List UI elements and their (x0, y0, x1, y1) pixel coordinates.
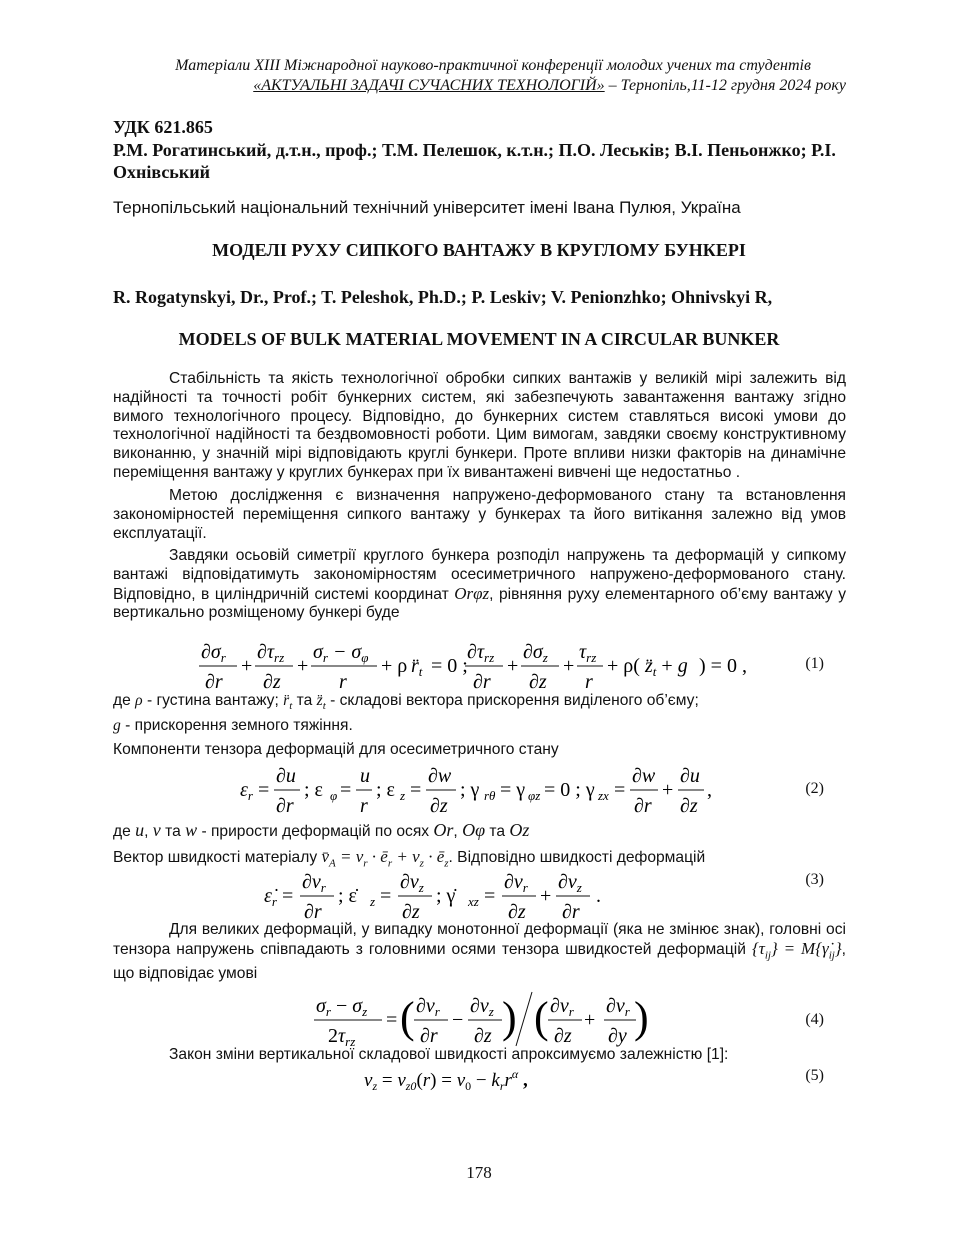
equation-5 (362, 1064, 562, 1094)
svg-text:∂νr: $\partial\nu_r$ (606, 995, 630, 1019)
svg-text:zx: zx (598, 788, 609, 803)
svg-text:∂r: ∂r (304, 901, 322, 923)
svg-text:+: + (584, 1009, 596, 1031)
page-number: 178 (466, 1163, 492, 1182)
svg-text:∂z: ∂z (680, 795, 698, 817)
paragraph-symmetry (113, 547, 846, 623)
conference-date: – Тернопіль,11-12 грудня 2024 року (604, 77, 846, 94)
svg-text:∂σz: $\partial\sigma_z$ (523, 641, 548, 665)
svg-text:+: + (297, 655, 309, 677)
authors-ua: Р.М. Рогатинський, д.т.н., проф.; Т.М. Пелешок, к.т.н.; П.О. Леськів; В.І. Пеньонжко; Р.І. Охнівський (113, 140, 836, 182)
svg-text:=: = (614, 779, 626, 801)
velocity-vector: $v̄_A = \nu_r$ · $ē_r + \nu_z$ · $ē_z$ (321, 847, 449, 870)
z-accel: $z̈_t$ (316, 692, 326, 713)
text: Вектор швидкості матеріалу (113, 849, 322, 866)
g-symbol: g (113, 717, 121, 734)
svg-text:+: + (563, 655, 575, 677)
axis-ophi: Oφ (462, 820, 486, 840)
eq1-number: (1) (805, 655, 824, 672)
svg-text:+: + (507, 655, 519, 677)
svg-text:∂r: ∂r (473, 671, 491, 693)
tensor-relation: $\{\tau_{ij}\}$ = $M\{\gammȧ_{ij}\}$ (751, 938, 842, 962)
axis-oz: Oz (509, 820, 530, 840)
svg-text:; γ̇: ; γ̇ (436, 885, 456, 907)
paragraph-intro: Стабільність та якість технологічної обробки сипких вантажів у великій мірі залежить від надійності та точності робіт бункерних систем, які забезпечують завантаження вантажу згідно вимого технологічного процесу. Відповідно, до бункерних систем ставляться високі умови до технологічної надійності та бездвомовності роботи. Цим вимогам, завдяки своєму конструктивному виконанню, у значній мірі відповідають круглі бункери. Проте впливи низки факторів на динамічне переміщення вантажу у круглих бункерах при їх вивантажені вивчені ще недостатньо . (113, 370, 846, 481)
svg-text:rθ: rθ (484, 788, 496, 803)
svg-text:+ ρ(: + ρ( (607, 655, 640, 677)
svg-text:+: + (241, 655, 253, 677)
u-symbol: u (135, 820, 145, 840)
text: - прискорення земного тяжіння. (120, 717, 353, 734)
equation-4-tail (604, 988, 649, 1048)
svg-text:= 0 ; γ: = 0 ; γ (544, 779, 595, 801)
svg-text:φz: φz (528, 788, 541, 803)
svg-text:) = 0 ,: ) = 0 , (699, 655, 747, 677)
eq2-intro: Компоненти тензора деформацій для осесиметричного стану (113, 741, 559, 758)
svg-text:∂u: ∂u (680, 765, 700, 787)
svg-text:=: = (340, 779, 352, 801)
svg-text:∂νz: $\partial\nu_z$ (558, 871, 582, 895)
svg-text:2τrz: $2\tau_{rz}$ (328, 1025, 356, 1049)
svg-text:r̈t: $r̈_t$ (411, 655, 423, 679)
affiliation: Тернопільський національний технічний університет імені Івана Пулюя, Україна (113, 198, 741, 217)
svg-text:; γ: ; γ (460, 779, 480, 801)
svg-text:(: ( (400, 993, 415, 1042)
authors-en: R. Rogatynskyi, Dr., Prof.; T. Peleshok, Ph.D.; P. Leskiv; V. Penionzhko; Ohnivskyi R, (113, 287, 773, 307)
equation-2-tail (676, 760, 716, 816)
eq4-number: (4) (805, 1011, 824, 1028)
eq3-number: (3) (805, 871, 824, 888)
svg-text:−: − (452, 1009, 464, 1031)
equation-4 (312, 988, 632, 1048)
svg-text:z: z (370, 894, 376, 909)
eq5-number: (5) (805, 1067, 824, 1084)
svg-text:= γ: = γ (500, 779, 526, 801)
svg-text:εr =: $\varepsilon_r$ = (240, 779, 270, 803)
svg-text:∂u: ∂u (276, 765, 296, 787)
equation-1 (195, 636, 755, 692)
svg-text:φ: φ (330, 788, 338, 803)
text: та (485, 823, 510, 840)
paragraph-goal: Метою дослідження є визначення напружено-деформованого стану та встановлення закономірностей переміщення сипкого вантажу у бункерах та його витікання залежно від умов експлуатації. (113, 487, 846, 542)
text: - прирости деформацій по осях (197, 823, 434, 840)
svg-text:+ ρ: + ρ (381, 655, 408, 677)
svg-text:∂τrz: $\partial\tau_{rz}$ (467, 641, 495, 665)
axis-or: Or (433, 820, 454, 840)
svg-text:∂νz: $\partial\nu_z$ (470, 995, 494, 1019)
equation-2 (238, 760, 688, 816)
p3-text-a: Завдяки осьовій симетрії круглого бункера розподіл напружень та деформацій у сипкому вантажі відповідатимуть закономірностям осесиметричного напружено-деформованого стану. Відповідно, в циліндричній системі координат (113, 547, 846, 603)
conference-subheader (253, 76, 846, 96)
rho-symbol: ρ (135, 692, 143, 709)
svg-text:∂r: ∂r (276, 795, 294, 817)
svg-text:z̈t + g: $z̈_t + g$ (645, 655, 688, 679)
eq1-where-1 (113, 692, 699, 712)
svg-text:; ε: ; ε (304, 779, 323, 801)
svg-text:∂r: ∂r (420, 1025, 438, 1047)
svg-text:+: + (540, 885, 552, 907)
text: Для великих деформацій, у випадку монотонної деформації (яка не змінює знак), головні осі тензора напружень співпадають з головними осями тензора швидкостей деформацій (113, 921, 846, 958)
coord-system: Orφz (454, 583, 490, 603)
svg-text:(: ( (534, 993, 549, 1042)
svg-text:∂r: ∂r (205, 671, 223, 693)
r-accel: $r̈_t$ (283, 692, 293, 713)
svg-text:∂z: ∂z (474, 1025, 492, 1047)
svg-text:ε̇r =: $\varepsiloṅ_r$ = (264, 885, 294, 909)
eq1-where-2 (113, 717, 353, 735)
svg-text:=: = (386, 1009, 398, 1031)
eq5-intro: Закон зміни вертикальної складової швидкості апроксимуємо залежністю [1]: (169, 1046, 729, 1063)
svg-text:∂z: ∂z (554, 1025, 572, 1047)
text: де (113, 692, 136, 709)
svg-text:σr − σz: $\sigma_r - \sigma_z$ (316, 995, 368, 1019)
eq2-number: (2) (805, 780, 824, 797)
svg-text:∂r: ∂r (562, 901, 580, 923)
svg-text:vz = vz0(r) = v0 − krrα ,: $v_z = v_{z0}(r) = v_0 - k_rr^\alpha$ , (364, 1067, 528, 1093)
text: - складові вектора прискорення виділеного об’єму; (325, 692, 699, 709)
title-ua: МОДЕЛІ РУХУ СИПКОГО ВАНТАЖУ В КРУГЛОМУ БУНКЕРІ (212, 240, 746, 260)
p3-text-b: , рівняння руху елементарного об’єму вантажу у вертикально розміщеному бункері буде (113, 585, 846, 622)
text: де (113, 823, 136, 840)
svg-text:= 0 ;: = 0 ; (431, 655, 468, 677)
title-en: MODELS OF BULK MATERIAL MOVEMENT IN A CIRCULAR BUNKER (178, 329, 780, 349)
svg-text:; ε̇: ; ε̇ (338, 885, 357, 907)
text: . Відповідно швидкості деформацій (448, 849, 706, 866)
svg-text:∂τrz: $\partial\tau_{rz}$ (257, 641, 285, 665)
svg-text:∂y: ∂y (608, 1025, 627, 1047)
conference-name: «АКТУАЛЬНІ ЗАДАЧІ СУЧАСНИХ ТЕХНОЛОГІЙ» (253, 77, 605, 94)
svg-text:∂σr: $\partial\sigma_r$ (201, 641, 226, 665)
svg-text:.: . (596, 885, 601, 907)
text: та (292, 692, 317, 709)
svg-text:∂z: ∂z (402, 901, 420, 923)
svg-text:∂w: ∂w (428, 765, 452, 787)
svg-text:∂νz: $\partial\nu_z$ (400, 871, 424, 895)
svg-text:∂w: ∂w (632, 765, 656, 787)
svg-text:∂νr: $\partial\nu_r$ (416, 995, 440, 1019)
svg-text:=: = (380, 885, 392, 907)
svg-text:,: , (707, 779, 712, 801)
udk-code: УДК 621.865 (113, 117, 213, 137)
svg-text:∂z: ∂z (430, 795, 448, 817)
equation-3 (262, 866, 622, 922)
svg-text:=: = (410, 779, 422, 801)
svg-text:∂νr: $\partial\nu_r$ (550, 995, 574, 1019)
svg-text:): ) (634, 993, 649, 1042)
svg-text:∂z: ∂z (508, 901, 526, 923)
svg-text:∂z: ∂z (529, 671, 547, 693)
w-symbol: w (185, 820, 198, 840)
svg-text:r: r (360, 795, 368, 817)
svg-text:τrz: $\tau_{rz}$ (579, 641, 597, 665)
svg-text:u: u (360, 765, 370, 787)
svg-text:r: r (585, 671, 593, 693)
svg-text:=: = (484, 885, 496, 907)
text: , що відповідає умові (113, 940, 846, 982)
svg-text:σr − σφ: $\sigma_r - \sigma_\varphi$ (313, 641, 369, 665)
eq2-where: де u, v та w - прирости деформацій по осях Or, Oφ та Oz (113, 820, 530, 840)
svg-text:xz: xz (468, 894, 479, 909)
svg-text:r: r (339, 671, 347, 693)
svg-text:z: z (400, 788, 406, 803)
svg-text:∂νr: $\partial\nu_r$ (302, 871, 326, 895)
conference-header: Матеріали XIII Міжнародної науково-практичної конференції молодих учених та студентів (175, 57, 811, 74)
svg-text:∂z: ∂z (263, 671, 281, 693)
svg-text:∂νr: $\partial\nu_r$ (504, 871, 528, 895)
svg-text:; ε: ; ε (376, 779, 395, 801)
svg-text:∂r: ∂r (634, 795, 652, 817)
svg-text:+: + (662, 779, 674, 801)
svg-text:): ) (502, 993, 517, 1042)
eq4-intro (113, 921, 846, 984)
text: - густина вантажу; (142, 692, 284, 709)
v-symbol: v (152, 820, 161, 840)
